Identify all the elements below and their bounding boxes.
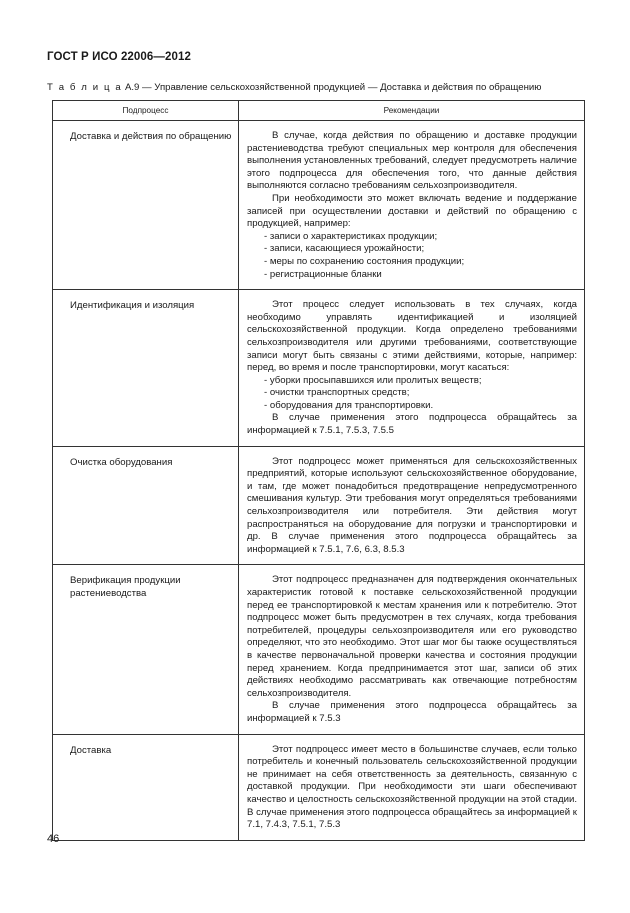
table-row	[53, 734, 585, 840]
list-item: - очистки транспортных средств;	[264, 387, 410, 399]
recommendation-cell	[239, 565, 585, 734]
subprocess-cell: Верификация продукции растениеводства	[53, 565, 239, 734]
list-item: - уборки просыпавшихся или пролитых веществ;	[264, 374, 482, 386]
recommendation-list	[247, 231, 577, 281]
table-caption	[47, 82, 541, 93]
table-caption-text: А.9 — Управление сельскохозяйственной продукцией — Доставка и действия по обращению	[124, 82, 542, 93]
table-row	[53, 565, 585, 734]
table-row	[53, 446, 585, 565]
recommendation-paragraph: При необходимости это может включать ведение и поддержание записей при осуществлении доставки и действий по обращению с продукцией, например:	[247, 192, 577, 230]
subprocess-cell: Очистка оборудования	[53, 446, 239, 565]
recommendation-paragraph: Этот подпроцесс имеет место в большинстве случаев, если только потребитель и конечный пользователь сельскохозяйственной продукции не принимает на себя ответственность за деятельность, связанную с доставкой продукции. При необходимости эти шаги обеспечивают качество и целостность сельскохозяйственной продукции на этой стадии. В случае применения этого подпроцесса обращайтесь за информацией к 7.1, 7.4.3, 7.5.1, 7.5.3	[247, 743, 577, 831]
page-number: 46	[47, 833, 60, 845]
recommendation-paragraph: В случае, когда действия по обращению и доставке продукции растениеводства требуют специальных мер контроля для обеспечения выполнения установленных требований, следует предусмотреть наличие этого подпроцесса для обеспечения того, что данные действия выполняются согласно требованиям сельхозпроизводителя.	[247, 130, 577, 192]
recommendation-cell	[239, 290, 585, 447]
recommendations-table	[52, 100, 585, 841]
table-header-row	[53, 101, 585, 121]
reference-paragraph: В случае применения этого подпроцесса обращайтесь за информацией к 7.5.3	[247, 700, 577, 724]
recommendation-paragraph: Этот подпроцесс может применяться для сельскохозяйственных предприятий, которые используют сельскохозяйственное оборудование, и там, где может понадобиться предотвращение непредусмотренного смешивания культур. Эти требования могут определяться требованиями сельхозпроизводителя или потребителя. Эти действия могут распространяться на оборудование для погрузки и транспортировки и др. В случае применения этого подпроцесса обращайтесь за информацией к 7.5.1, 7.6, 6.3, 8.5.3	[247, 455, 577, 555]
subprocess-cell: Идентификация и изоляция	[53, 290, 239, 447]
table-row	[53, 121, 585, 290]
document-header: ГОСТ Р ИСО 22006—2012	[47, 51, 192, 63]
table-row	[53, 290, 585, 447]
subprocess-cell: Доставка	[53, 734, 239, 840]
list-item: - регистрационные бланки	[264, 268, 382, 280]
reference-paragraph: В случае применения этого подпроцесса обращайтесь за информацией к 7.5.1, 7.5.3, 7.5.5	[247, 412, 577, 437]
recommendation-list	[247, 375, 577, 413]
recommendation-paragraph: Этот процесс следует использовать в тех случаях, когда необходимо управлять идентификацией и изоляцией сельскохозяйственной продукции. Когда определено требованиями сельхозпроизводителя или другими требованиями, соответствующие записи могут быть связаны с этими действиями, которые, например: перед, во время и после транспортировки, могут касаться:	[247, 299, 577, 374]
table-caption-label: Т а б л и ц а	[47, 82, 123, 93]
recommendation-cell	[239, 446, 585, 565]
list-item: - оборудования для транспортировки.	[264, 399, 434, 411]
subprocess-cell: Доставка и действия по обращению	[53, 121, 239, 290]
column-header-recommendations: Рекомендации	[239, 101, 585, 121]
recommendation-cell	[239, 121, 585, 290]
recommendation-paragraph: Этот подпроцесс предназначен для подтверждения окончательных характеристик готовой к поставке сельскохозяйственной продукции перед ее транспортировкой к местам хранения или к потребителю. Этот подпроцесс может быть предусмотрен в тех случаях, когда требования потребителей, процедуры сельхозпроизводителя или его руководство определяют, что это необходимо. Этот шаг мог бы также осуществляться в качестве первоначальной проверки качества и состояния продукции перед хранением. Когда предпринимается этот шаг, записи об этих действиях необходимо рассматривать как отвечающие потребностям сельхозпроизводителя.	[247, 574, 577, 699]
recommendation-cell	[239, 734, 585, 840]
list-item: - записи о характеристиках продукции;	[264, 230, 438, 242]
list-item: - меры по сохранению состояния продукции;	[264, 255, 465, 267]
list-item: - записи, касающиеся урожайности;	[264, 243, 425, 255]
table-body	[53, 121, 585, 841]
column-header-subprocess: Подпроцесс	[53, 101, 239, 121]
